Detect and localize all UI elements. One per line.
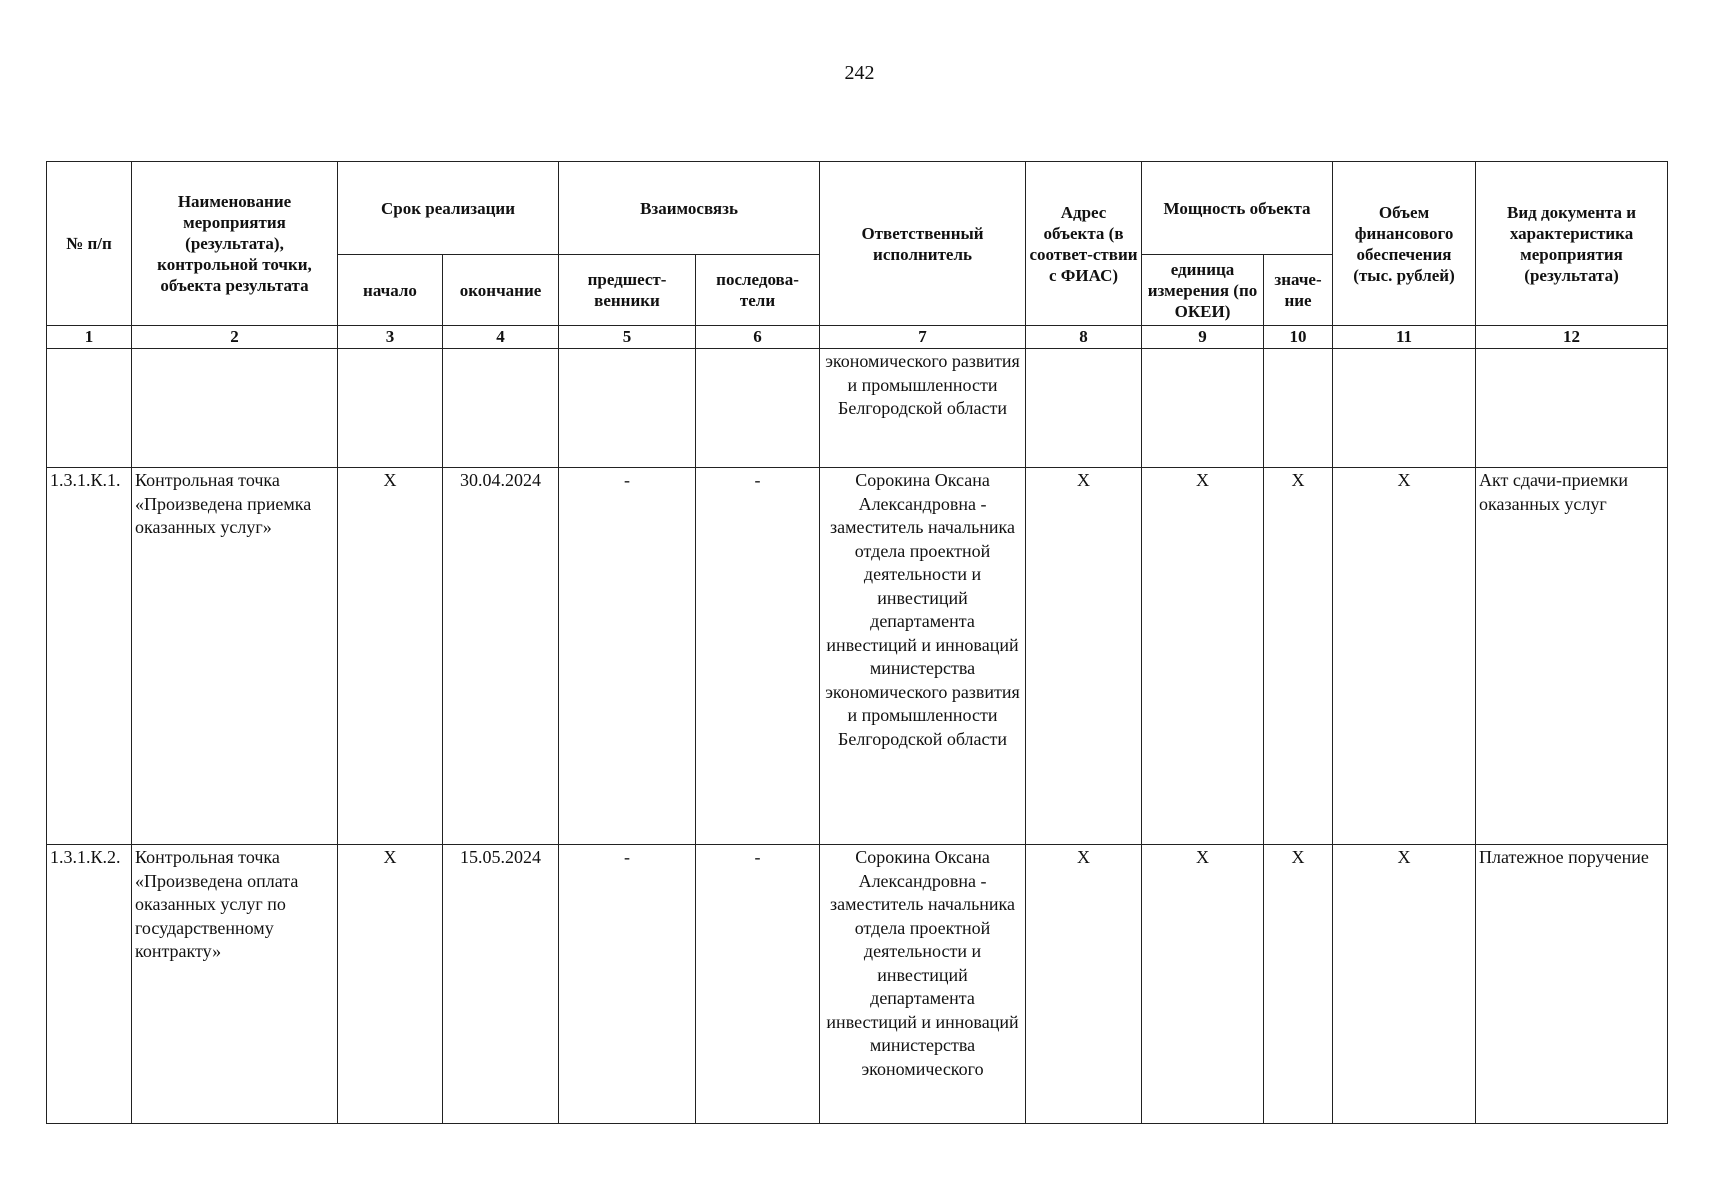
cell-next — [696, 349, 820, 468]
header-num: № п/п — [47, 162, 132, 326]
cell-end: 30.04.2024 — [443, 468, 559, 845]
column-number: 3 — [338, 326, 443, 349]
cell-unit — [1142, 349, 1264, 468]
header-relation: Взаимосвязь — [559, 162, 820, 255]
column-number: 2 — [132, 326, 338, 349]
header-address: Адрес объекта (в соответ-ствии с ФИАС) — [1026, 162, 1142, 326]
column-number: 4 — [443, 326, 559, 349]
cell-next: - — [696, 845, 820, 1124]
header-term: Срок реализации — [338, 162, 559, 255]
table-row — [47, 468, 1668, 845]
cell-address: X — [1026, 468, 1142, 845]
header-capacity: Мощность объекта — [1142, 162, 1333, 255]
header-cap-unit: единица измерения (по ОКЕИ) — [1142, 255, 1264, 326]
cell-prev — [559, 349, 696, 468]
page-number: 242 — [844, 62, 875, 84]
header-doc-type: Вид документа и характеристика мероприятия (результата) — [1476, 162, 1668, 326]
table-row — [47, 845, 1668, 1124]
column-number: 8 — [1026, 326, 1142, 349]
cell-finance — [1333, 349, 1476, 468]
cell-responsible: Сорокина Оксана Александровна - заместитель начальника отдела проектной деятельности и инвестиций департамента инвестиций и инноваций министерства экономического развития и промышленности Белгородской области — [820, 468, 1026, 845]
cell-finance: X — [1333, 845, 1476, 1124]
cell-responsible: Сорокина Оксана Александровна - заместитель начальника отдела проектной деятельности и инвестиций департамента инвестиций и инноваций министерства экономического — [820, 845, 1026, 1124]
cell-address: X — [1026, 845, 1142, 1124]
cell-value: X — [1264, 468, 1333, 845]
cell-num — [47, 349, 132, 468]
cell-num: 1.3.1.К.2. — [47, 845, 132, 1124]
header-term-end: окончание — [443, 255, 559, 326]
column-number-row — [47, 326, 1668, 349]
cell-value — [1264, 349, 1333, 468]
cell-start: X — [338, 845, 443, 1124]
cell-finance: X — [1333, 468, 1476, 845]
cell-name: Контрольная точка «Произведена приемка оказанных услуг» — [132, 468, 338, 845]
header-finance: Объем финансового обеспечения (тыс. рублей) — [1333, 162, 1476, 326]
column-number: 1 — [47, 326, 132, 349]
cell-start: X — [338, 468, 443, 845]
column-number: 9 — [1142, 326, 1264, 349]
column-number: 7 — [820, 326, 1026, 349]
cell-doc: Платежное поручение — [1476, 845, 1668, 1124]
cell-doc — [1476, 349, 1668, 468]
column-number: 10 — [1264, 326, 1333, 349]
cell-end — [443, 349, 559, 468]
cell-next: - — [696, 468, 820, 845]
header-rel-prev: предшест-венники — [559, 255, 696, 326]
cell-name — [132, 349, 338, 468]
cell-doc: Акт сдачи-приемки оказанных услуг — [1476, 468, 1668, 845]
header-term-start: начало — [338, 255, 443, 326]
cell-unit: X — [1142, 845, 1264, 1124]
cell-unit: X — [1142, 468, 1264, 845]
cell-num: 1.3.1.К.1. — [47, 468, 132, 845]
cell-prev: - — [559, 468, 696, 845]
cell-start — [338, 349, 443, 468]
header-rel-next: последова-тели — [696, 255, 820, 326]
column-number: 12 — [1476, 326, 1668, 349]
column-number: 11 — [1333, 326, 1476, 349]
cell-responsible: экономического развития и промышленности Белгородской области — [820, 349, 1026, 468]
table-row — [47, 349, 1668, 468]
cell-name: Контрольная точка «Произведена оплата оказанных услуг по государственному контракту» — [132, 845, 338, 1124]
cell-value: X — [1264, 845, 1333, 1124]
cell-address — [1026, 349, 1142, 468]
cell-end: 15.05.2024 — [443, 845, 559, 1124]
cell-prev: - — [559, 845, 696, 1124]
plan-table — [46, 161, 1668, 1124]
column-number: 5 — [559, 326, 696, 349]
header-name: Наименование мероприятия (результата), контрольной точки, объекта результата — [132, 162, 338, 326]
header-responsible: Ответственный исполнитель — [820, 162, 1026, 326]
column-number: 6 — [696, 326, 820, 349]
header-cap-value: значе-ние — [1264, 255, 1333, 326]
